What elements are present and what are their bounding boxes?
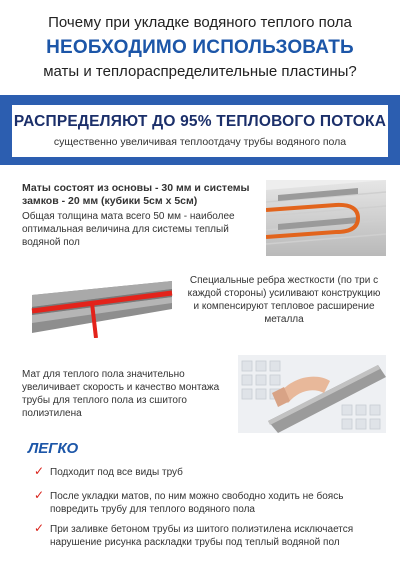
mat-structure-title: Маты состоят из основы - 30 мм и системы замков - 20 мм (кубики 5см х 5см) (22, 182, 250, 207)
check-icon: ✓ (34, 521, 45, 535)
list-item-text: Подходит под все виды труб (50, 467, 183, 478)
easy-section-title: ЛЕГКО (28, 440, 79, 457)
list-item (36, 466, 386, 479)
list-item-text: При заливке бетоном трубы из шитого полиэтилена исключается нарушение рисунка раскладки трубы под теплый водяной пол (50, 524, 354, 548)
highlight-subtitle: существенно увеличивая теплоотдачу трубы водяного пола (53, 136, 347, 148)
heat-plate-photo (22, 263, 180, 338)
header-line-2: НЕОБХОДИМО ИСПОЛЬЗОВАТЬ (46, 37, 354, 58)
mat-with-pipe-photo (266, 180, 386, 256)
highlight-title: РАСПРЕДЕЛЯЮТ ДО 95% ТЕПЛОВОГО ПОТОКА (13, 113, 387, 130)
header-line-3: маты и теплораспределительные пластины? (43, 63, 357, 80)
stiffening-ribs-text: Специальные ребра жесткости (по три с каждой стороны) усиливают конструкцию и компенсируют тепловое расширение металла (187, 275, 381, 325)
check-icon: ✓ (34, 488, 45, 502)
list-item (36, 490, 386, 516)
list-item-text: После укладки матов, по ним можно свободно ходить не боясь повредить трубу для теплого водяного пола (50, 491, 344, 515)
check-icon: ✓ (34, 464, 45, 478)
header (0, 0, 400, 95)
installation-speed-text: Мат для теплого пола значительно увеличивает скорость и качество монтажа трубы для теплого пола из сшитого полиэтилена (22, 369, 220, 419)
installation-photo (238, 355, 386, 433)
list-item (36, 523, 386, 549)
mat-thickness-text: Общая толщина мата всего 50 мм - наиболее оптимальная величина для системы теплый водяной пол (22, 211, 235, 248)
highlight-box (12, 105, 388, 157)
highlight-band (0, 95, 400, 165)
header-line-1: Почему при укладке водяного теплого пола (48, 14, 352, 31)
